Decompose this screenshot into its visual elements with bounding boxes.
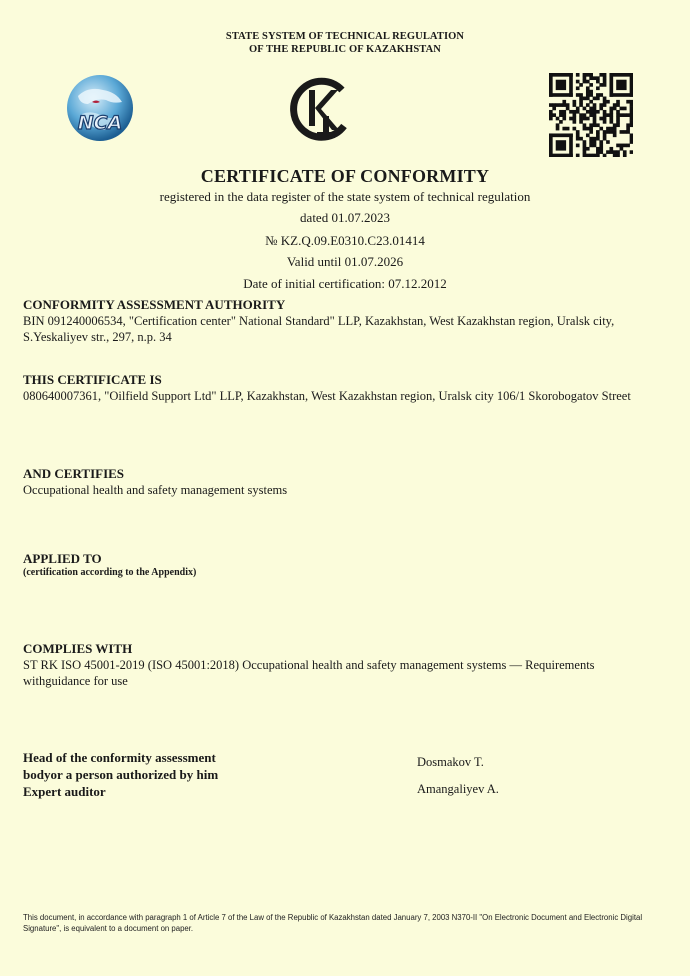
certificate-number: № KZ.Q.09.E0310.C23.01414 <box>265 233 425 248</box>
nca-logo-text: NCA <box>77 112 123 134</box>
valid-until: Valid until 01.07.2026 <box>286 254 404 269</box>
complies-with-body: ST RK ISO 45001-2019 (ISO 45001:2018) Occupational health and safety management systems — Requirements withguidance for use <box>23 658 595 688</box>
head-signature-label-line2: bodyor a person authorized by him <box>23 767 219 782</box>
nca-globe-logo <box>58 74 142 144</box>
certifies-body: Occupational health and safety management systems <box>23 483 288 497</box>
dated-text: dated 01.07.2023 <box>300 210 390 225</box>
applied-to-note: (certification according to the Appendix) <box>23 567 197 578</box>
head-signature-name: Dosmakov T. <box>417 755 484 769</box>
qr-code-icon[interactable] <box>549 73 633 157</box>
legal-footer: This document, in accordance with paragraph 1 of Article 7 of the Law of the Republic of Kazakhstan dated January 7, 2003 N370-II "On Electronic Document and Electronic Digital Signature", is equivalent to a document on paper. <box>23 913 643 933</box>
header-line-2: OF THE REPUBLIC OF KAZAKHSTAN <box>249 44 441 55</box>
complies-with-heading: COMPLIES WITH <box>23 641 133 656</box>
authority-heading: CONFORMITY ASSESSMENT AUTHORITY <box>23 297 286 312</box>
registered-text: registered in the data register of the state system of technical regulation <box>159 189 531 204</box>
initial-certification-date: Date of initial certification: 07.12.2012 <box>243 276 447 291</box>
auditor-label: Expert auditor <box>23 784 106 799</box>
kz-conformity-mark <box>287 76 351 142</box>
authority-body: BIN 091240006534, "Certification center" National Standard" LLP, Kazakhstan, West Kazakhstan region, Uralsk city, S.Yeskaliyev str., 297, n.p. 34 <box>23 314 615 344</box>
certificate-is-heading: THIS CERTIFICATE IS <box>23 372 162 387</box>
certifies-heading: AND CERTIFIES <box>23 466 125 481</box>
auditor-name: Amangaliyev A. <box>417 782 499 796</box>
header-line-1: STATE SYSTEM OF TECHNICAL REGULATION <box>225 31 465 42</box>
head-signature-label-line1: Head of the conformity assessment <box>23 750 216 765</box>
certificate-title: CERTIFICATE OF CONFORMITY <box>200 166 490 186</box>
certificate-is-body: 080640007361, "Oilfield Support Ltd" LLP, Kazakhstan, West Kazakhstan region, Uralsk city 106/1 Skorobogatov Street <box>23 389 631 403</box>
applied-to-heading: APPLIED TO <box>23 551 102 566</box>
